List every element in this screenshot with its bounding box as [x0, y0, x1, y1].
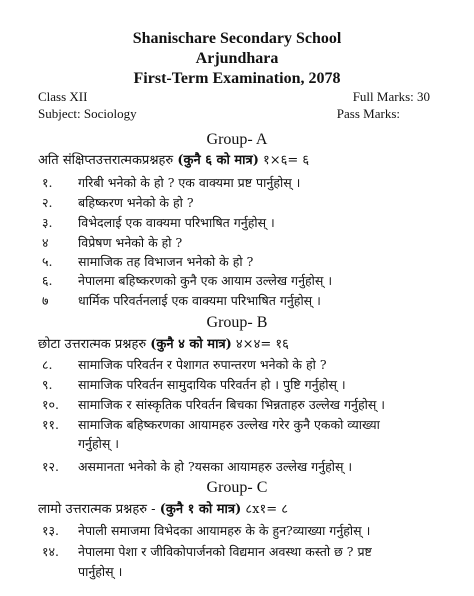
group-b-instruction: छोटा उत्तरात्मक प्रश्नहरु (कुनै ४ को मात्र) ४×४= १६	[38, 337, 289, 352]
question-number: ८.	[42, 357, 53, 372]
question-number: १३.	[42, 523, 59, 538]
question-text: गरिबी भनेको के हो ? एक वाक्यमा प्रष्ट पार्नुहोस् ।	[78, 175, 301, 190]
question-number: ४	[42, 235, 49, 250]
question-number: १२.	[42, 459, 59, 474]
question-number: ११.	[42, 417, 59, 432]
school-location: Arjundhara	[195, 50, 279, 67]
question-text: सामाजिक तह विभाजन भनेको के हो ?	[78, 254, 254, 269]
group-a-instruction: अति संक्षिप्तउत्तरात्मकप्रश्नहरु (कुनै ६ को मात्र) १×६= ६	[38, 153, 310, 168]
question-text: नेपालमा पेशा र जीविकोपार्जनको विद्यमान अवस्था कस्तो छ ? प्रष्ट	[78, 544, 372, 559]
question-number: ९.	[42, 377, 53, 392]
question-text: धार्मिक परिवर्तनलाई एक वाक्यमा परिभाषित गर्नुहोस् ।	[78, 293, 321, 308]
question-14-continued: पार्नुहोस् ।	[78, 564, 123, 579]
group-a-title: Group- A	[206, 131, 268, 148]
question-number: २.	[42, 195, 53, 210]
question-text: सामाजिक परिवर्तन सामुदायिक परिवर्तन हो । पुष्टि गर्नुहोस् ।	[78, 377, 346, 392]
question-number: १४.	[42, 544, 59, 559]
exam-title: First-Term Examination, 2078	[133, 70, 341, 87]
question-number: ७	[42, 293, 49, 308]
group-c-instruction: लामो उत्तरात्मक प्रश्नहरु - (कुनै १ को मात्र) ८x१= ८	[38, 502, 289, 517]
full-marks: Full Marks: 30	[352, 89, 430, 104]
question-text: सामाजिक परिवर्तन र पेशागत रुपान्तरण भनेको के हो ?	[78, 357, 327, 372]
question-text: असमानता भनेको के हो ?यसका आयामहरु उल्लेख गर्नुहोस् ।	[78, 459, 353, 474]
question-text: सामाजिक र सांस्कृतिक परिवर्तन बिचका भिन्नताहरु उल्लेख गर्नुहोस् ।	[78, 397, 385, 412]
class-label: Class XII	[38, 89, 88, 104]
pass-marks: Pass Marks:	[336, 106, 400, 121]
question-number: ५.	[42, 254, 53, 269]
question-text: सामाजिक बहिष्करणका आयामहरु उल्लेख गरेर कुनै एकको व्याख्या	[78, 417, 380, 432]
school-name: Shanischare Secondary School	[132, 30, 342, 47]
question-text: नेपाली समाजमा विभेदका आयामहरु के के हुन?व्याख्या गर्नुहोस् ।	[78, 523, 371, 538]
question-text: विप्रेषण भनेको के हो ?	[78, 235, 183, 250]
question-number: ३.	[42, 215, 53, 230]
question-text: बहिष्करण भनेको के हो ?	[78, 195, 194, 210]
question-number: ६.	[42, 273, 53, 288]
group-c-title: Group- C	[206, 479, 268, 496]
subject-label: Subject: Sociology	[38, 106, 137, 121]
question-number: १०.	[42, 397, 59, 412]
question-number: १.	[42, 175, 53, 190]
question-11-continued: गर्नुहोस् ।	[78, 436, 120, 451]
group-b-title: Group- B	[206, 314, 268, 331]
question-text: विभेदलाई एक वाक्यमा परिभाषित गर्नुहोस् ।	[78, 215, 275, 230]
question-text: नेपालमा बहिष्करणको कुनै एक आयाम उल्लेख गर्नुहोस् ।	[78, 273, 333, 288]
